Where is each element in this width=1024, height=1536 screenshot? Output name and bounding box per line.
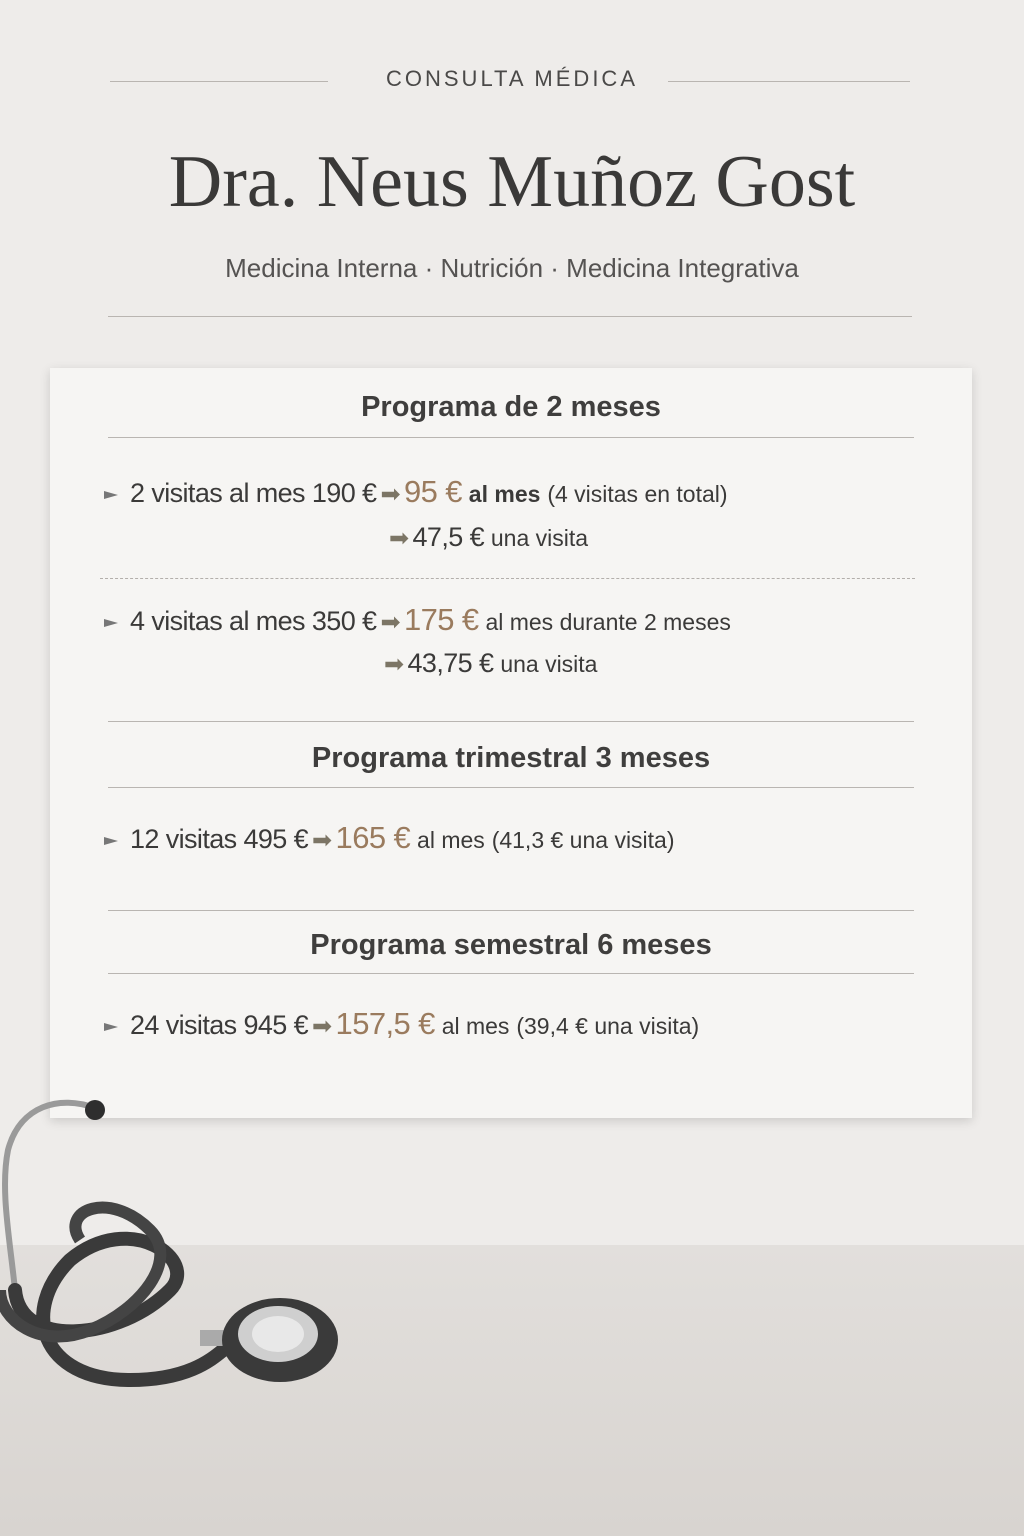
arrow-right-icon: ➡ bbox=[312, 827, 332, 854]
row-tail: al mes bbox=[417, 827, 485, 853]
row-lead: 12 visitas 495 € bbox=[130, 824, 309, 854]
specialties: Medicina Interna · Nutrición · Medicina Integrativa bbox=[225, 253, 799, 283]
price-subrow bbox=[385, 522, 588, 553]
per-visit-label: una visita bbox=[500, 651, 598, 677]
row-lead: 4 visitas al mes 350 € bbox=[130, 606, 377, 636]
arrow-right-icon: ➡ bbox=[380, 609, 400, 636]
kicker: CONSULTA MÉDICA bbox=[386, 66, 638, 91]
heading-rule bbox=[108, 787, 914, 788]
price-row bbox=[104, 474, 728, 510]
arrow-right-icon: ➡ bbox=[312, 1013, 332, 1040]
section-heading: Programa semestral 6 meses bbox=[310, 929, 712, 961]
arrow-right-icon: ➡ bbox=[380, 481, 400, 508]
row-note: (39,4 € una visita) bbox=[516, 1013, 700, 1039]
price-row bbox=[104, 820, 675, 856]
price-row bbox=[104, 602, 731, 638]
price-subrow bbox=[380, 648, 597, 679]
row-price: 95 € bbox=[403, 474, 462, 509]
row-note: (41,3 € una visita) bbox=[491, 827, 675, 853]
row-lead: 2 visitas al mes 190 € bbox=[130, 478, 377, 508]
bullet-icon bbox=[104, 837, 118, 845]
bullet-icon bbox=[104, 491, 118, 499]
stethoscope-icon bbox=[0, 1090, 360, 1410]
row-tail: al mes durante 2 meses bbox=[485, 609, 731, 635]
row-price: 157,5 € bbox=[335, 1006, 435, 1041]
bullet-icon bbox=[104, 1023, 118, 1031]
section-heading: Programa trimestral 3 meses bbox=[311, 742, 711, 774]
per-visit-price: 47,5 € bbox=[412, 522, 484, 552]
heading-rule bbox=[108, 973, 914, 974]
dashed-divider bbox=[100, 578, 915, 579]
section-heading: Programa de 2 meses bbox=[361, 391, 661, 423]
row-tail: al mes bbox=[468, 481, 541, 507]
bullet-icon bbox=[104, 619, 118, 627]
section-divider bbox=[108, 910, 914, 911]
row-note: (4 visitas en total) bbox=[547, 481, 728, 507]
heading-rule bbox=[108, 437, 914, 438]
row-lead: 24 visitas 945 € bbox=[130, 1010, 309, 1040]
page-title: Dra. Neus Muñoz Gost bbox=[168, 141, 856, 223]
price-row bbox=[104, 1006, 699, 1042]
per-visit-label: una visita bbox=[490, 525, 589, 551]
arrow-right-icon: ➡ bbox=[389, 525, 409, 552]
per-visit-price: 43,75 € bbox=[407, 648, 494, 678]
section-divider bbox=[108, 721, 914, 722]
row-tail: al mes bbox=[441, 1013, 510, 1039]
arrow-right-icon: ➡ bbox=[384, 651, 404, 678]
row-price: 165 € bbox=[335, 820, 411, 855]
header-divider bbox=[108, 316, 912, 317]
row-price: 175 € bbox=[403, 602, 479, 637]
